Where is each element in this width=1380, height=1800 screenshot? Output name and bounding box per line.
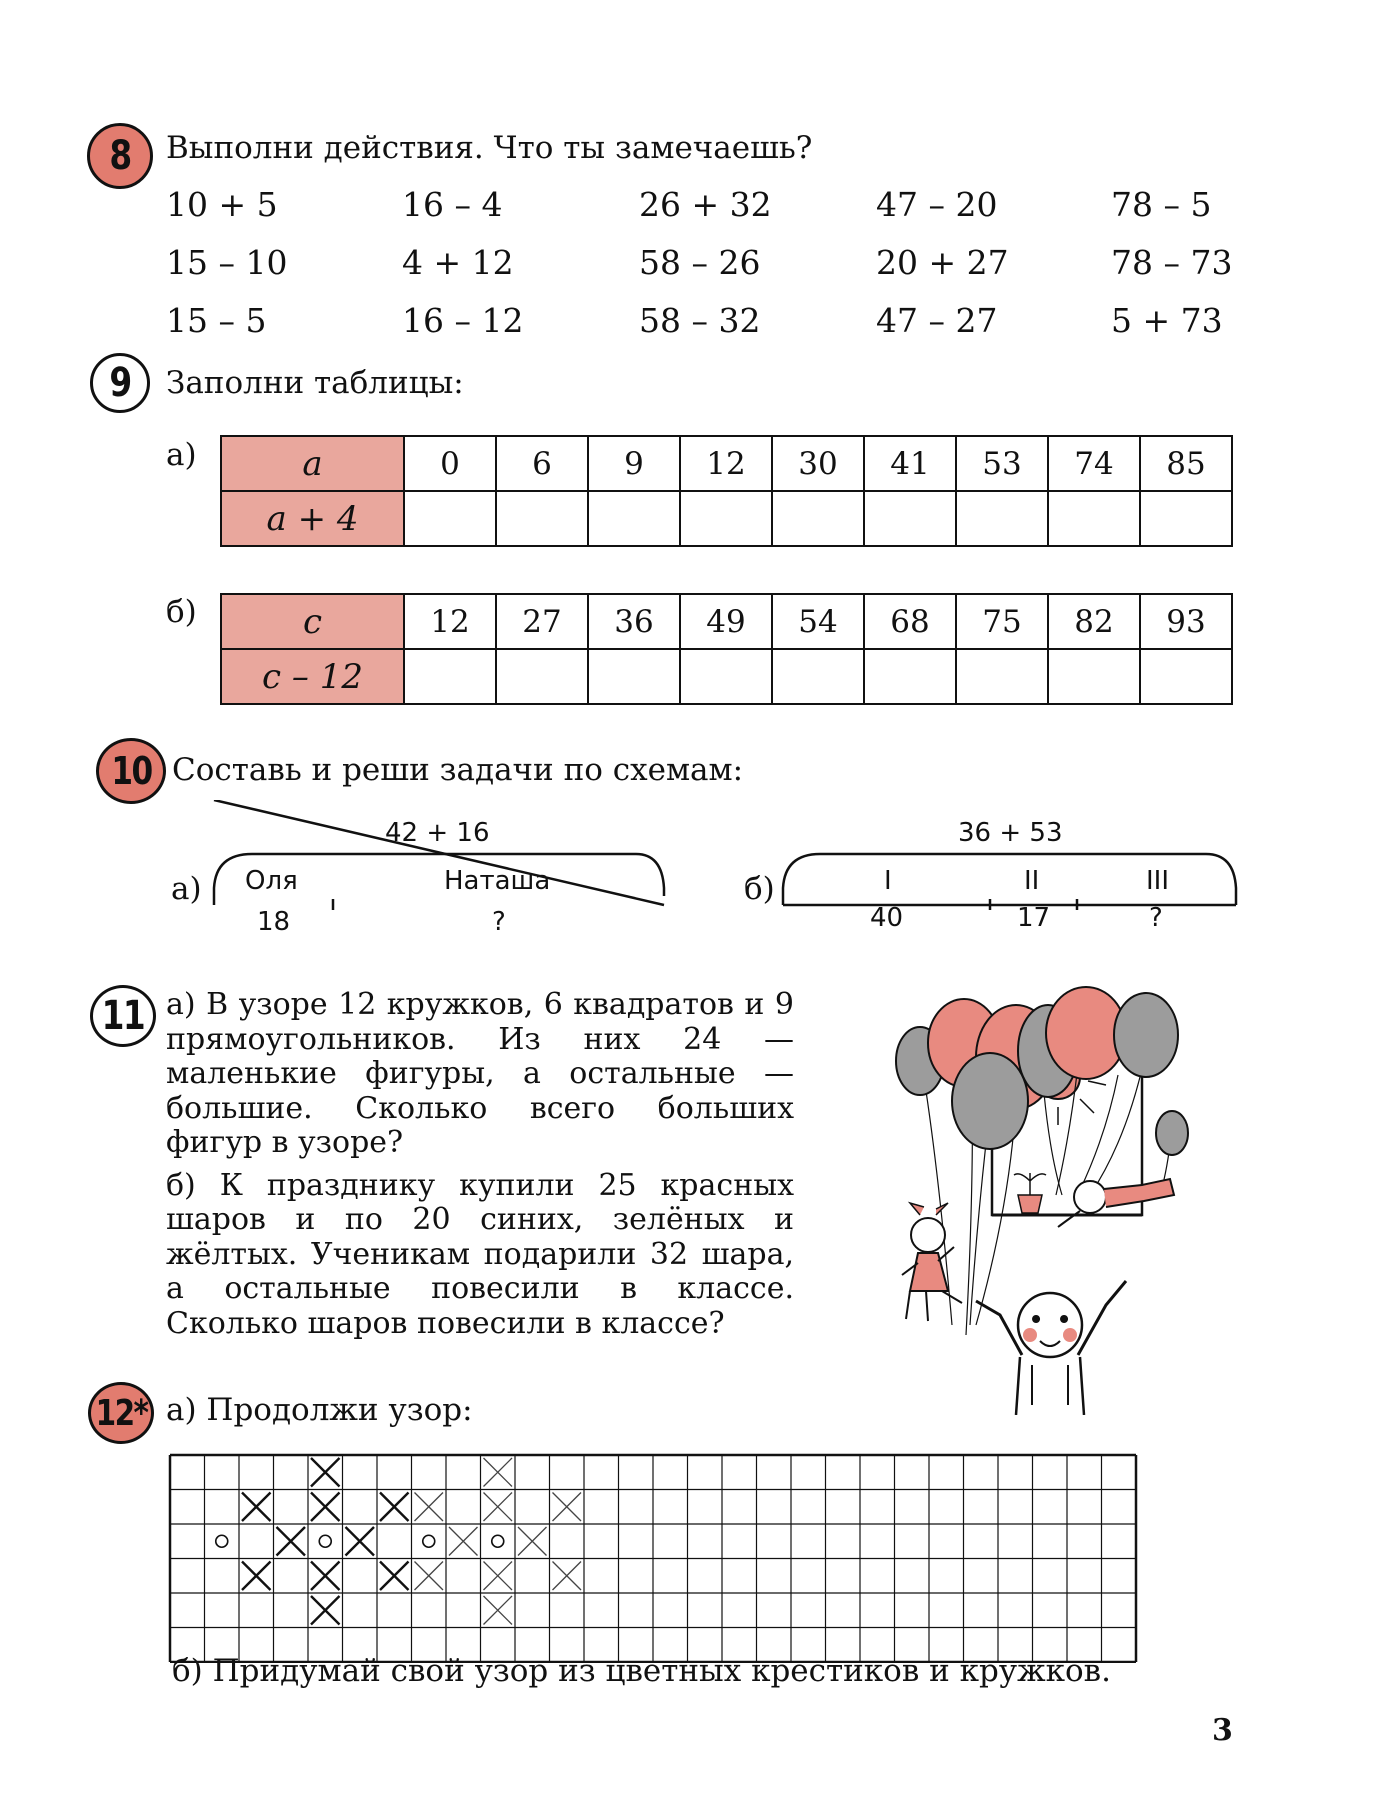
table-cell: 49 <box>680 594 772 649</box>
cross-mark <box>484 1493 513 1522</box>
expression: 15 – 10 <box>166 243 288 282</box>
table-cell: 93 <box>1140 594 1232 649</box>
table-cell: 12 <box>680 436 772 491</box>
answer-cell[interactable] <box>1048 649 1140 704</box>
task-12-number-badge: 12* <box>88 1382 154 1444</box>
table-cell: 41 <box>864 436 956 491</box>
scheme-b-label: б) <box>744 871 775 907</box>
scheme-a-part1-name: Оля <box>245 866 298 896</box>
task-11-text <box>166 988 794 1349</box>
cross-mark <box>415 1493 444 1522</box>
scheme-a-part2-value: ? <box>492 907 506 937</box>
task-11-number-badge: 11 <box>90 985 156 1047</box>
pattern-grid[interactable] <box>168 1453 1148 1663</box>
cross-mark <box>484 1458 513 1487</box>
expression: 26 + 32 <box>639 185 772 224</box>
scheme-b-part3-value: ? <box>1149 903 1163 933</box>
cross-mark <box>311 1562 340 1591</box>
table-cell: 30 <box>772 436 864 491</box>
cross-mark <box>380 1493 409 1522</box>
cross-mark <box>518 1527 547 1556</box>
answer-cell[interactable] <box>680 649 772 704</box>
circle-mark <box>216 1535 228 1547</box>
circle-mark <box>492 1535 504 1547</box>
table-cell: 53 <box>956 436 1048 491</box>
expression: 16 – 12 <box>402 301 524 340</box>
cross-mark <box>242 1562 271 1591</box>
scheme-b-part1-name: I <box>884 866 892 896</box>
table-cell: 54 <box>772 594 864 649</box>
cross-mark <box>311 1596 340 1625</box>
scheme-b-part3-name: III <box>1146 866 1170 896</box>
table-a-label: а) <box>166 437 197 473</box>
task-10-title: Составь и реши задачи по схемам: <box>172 752 744 788</box>
table-cell: 75 <box>956 594 1048 649</box>
answer-cell[interactable] <box>1048 491 1140 546</box>
task-11-part-a: а) В узоре 12 кружков, 6 квадратов и 9 прямоугольников. Из них 24 — маленькие фигуры, а остальные — большие. Сколько всего больших фигур в узоре? <box>166 987 794 1160</box>
task-8-number-badge: 8 <box>87 123 153 189</box>
scheme-b-part1-value: 40 <box>870 903 904 933</box>
table-cell: 85 <box>1140 436 1232 491</box>
scheme-a-part1-value: 18 <box>257 907 291 937</box>
cross-mark <box>553 1493 582 1522</box>
cross-mark <box>449 1527 478 1556</box>
answer-cell[interactable] <box>772 649 864 704</box>
answer-cell[interactable] <box>404 649 496 704</box>
table-cell: 27 <box>496 594 588 649</box>
children-with-balloons-illustration <box>880 985 1210 1415</box>
expression: 78 – 5 <box>1111 185 1212 224</box>
task-12-part-b: б) Придумай свой узор из цветных крестиков и кружков. <box>172 1653 1111 1689</box>
expression: 10 + 5 <box>166 185 278 224</box>
value-table-a <box>220 435 1233 547</box>
page-number: 3 <box>1212 1713 1233 1748</box>
table-cell: 82 <box>1048 594 1140 649</box>
scheme-b-total: 36 + 53 <box>958 818 1063 848</box>
cross-mark <box>311 1458 340 1487</box>
table-cell: 74 <box>1048 436 1140 491</box>
table-header-c-minus-12: c – 12 <box>221 649 404 704</box>
expression: 58 – 32 <box>639 301 761 340</box>
cross-mark <box>277 1527 306 1556</box>
answer-cell[interactable] <box>588 649 680 704</box>
answer-cell[interactable] <box>772 491 864 546</box>
answer-cell[interactable] <box>1140 491 1232 546</box>
circle-mark <box>423 1535 435 1547</box>
table-cell: 9 <box>588 436 680 491</box>
task-10-number-badge: 10 <box>96 738 166 804</box>
cross-mark <box>346 1527 375 1556</box>
cross-mark <box>553 1562 582 1591</box>
task-9-number-badge: 9 <box>90 353 150 413</box>
cross-mark <box>242 1493 271 1522</box>
cross-mark <box>380 1562 409 1591</box>
table-b-label: б) <box>166 594 197 630</box>
answer-cell[interactable] <box>956 649 1048 704</box>
task-12-part-a: а) Продолжи узор: <box>166 1392 473 1428</box>
table-cell: 68 <box>864 594 956 649</box>
expression: 58 – 26 <box>639 243 761 282</box>
circle-mark <box>319 1535 331 1547</box>
segment-schemes <box>0 800 1380 950</box>
expression: 78 – 73 <box>1111 243 1233 282</box>
scheme-a-part2-name: Наташа <box>444 866 551 896</box>
table-header-a: a <box>221 436 404 491</box>
answer-cell[interactable] <box>864 491 956 546</box>
answer-cell[interactable] <box>680 491 772 546</box>
cross-mark <box>311 1493 340 1522</box>
answer-cell[interactable] <box>588 491 680 546</box>
cross-mark <box>484 1562 513 1591</box>
scheme-a-total: 42 + 16 <box>385 818 490 848</box>
task-8-title: Выполни действия. Что ты замечаешь? <box>166 130 813 166</box>
answer-cell[interactable] <box>864 649 956 704</box>
table-header-c: c <box>221 594 404 649</box>
expression: 15 – 5 <box>166 301 267 340</box>
value-table-b <box>220 593 1233 705</box>
expression: 16 – 4 <box>402 185 503 224</box>
task-11-part-b: б) К празднику купили 25 красных шаров и по 20 синих, зелёных и жёлтых. Ученикам подарили 32 шара, а остальные повесили в классе. Сколько шаров повесили в классе? <box>166 1167 794 1341</box>
table-cell: 12 <box>404 594 496 649</box>
expression: 20 + 27 <box>876 243 1009 282</box>
cross-mark <box>484 1596 513 1625</box>
answer-cell[interactable] <box>1140 649 1232 704</box>
table-cell: 0 <box>404 436 496 491</box>
scheme-b-part2-name: II <box>1024 866 1040 896</box>
expression: 47 – 27 <box>876 301 998 340</box>
answer-cell[interactable] <box>496 491 588 546</box>
answer-cell[interactable] <box>404 491 496 546</box>
task-9-title: Заполни таблицы: <box>166 365 464 401</box>
cross-mark <box>415 1562 444 1591</box>
table-cell: 36 <box>588 594 680 649</box>
scheme-a-label: а) <box>171 871 202 907</box>
table-header-a-plus-4: a + 4 <box>221 491 404 546</box>
answer-cell[interactable] <box>956 491 1048 546</box>
expression: 47 – 20 <box>876 185 998 224</box>
expression: 5 + 73 <box>1111 301 1223 340</box>
scheme-b-part2-value: 17 <box>1017 903 1051 933</box>
expression: 4 + 12 <box>402 243 514 282</box>
table-cell: 6 <box>496 436 588 491</box>
answer-cell[interactable] <box>496 649 588 704</box>
